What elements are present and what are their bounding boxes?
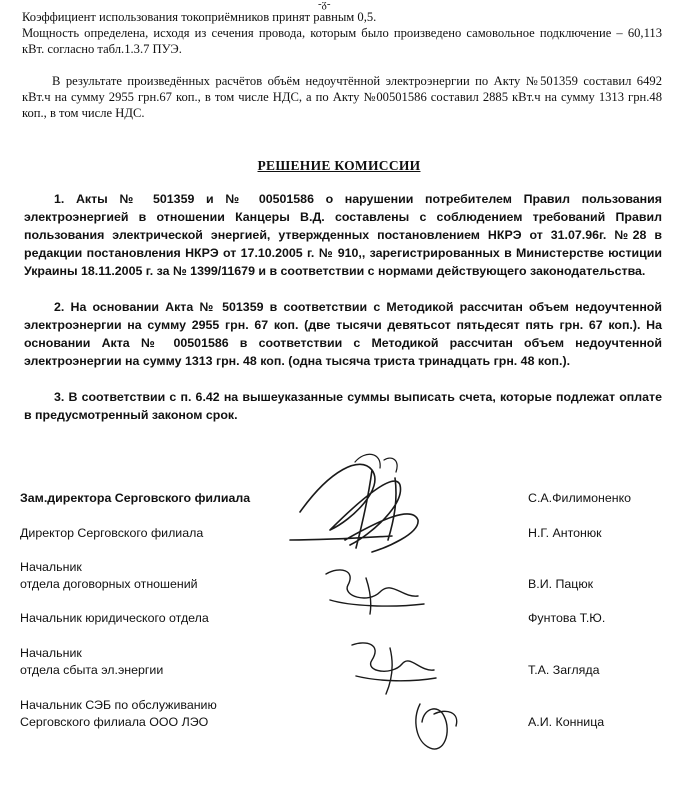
signatory-row bbox=[20, 610, 670, 630]
signatory-name: Т.А. Загляда bbox=[528, 663, 600, 677]
signatory-title-line1: Начальник bbox=[20, 560, 82, 574]
signatory-title-line2: отдела договорных отношений bbox=[20, 577, 198, 591]
decision-item-1: 1. Акты № 501359 и № 00501586 о нарушении потребителем Правил пользования электроэнергией в отношении Канцеры В.Д. составлены с соблюдением требований Правил пользования электрической энергией, утвержденных постановлением НКРЭ от 31.07.96г. №28 в редакции постановления НКРЭ от 17.10.2005 г. № 910,, зарегистрированных в Министерстве юстиции Украины 18.11.2005 г. за № 1399/11679 и в соответствии с нормами действующего законодательства. bbox=[24, 192, 662, 278]
intro-paragraph-power: Мощность определена, исходя из сечения провода, которым было произведено самовольное подключение – 60,113 кВт. согласно табл.1.3.7 ПУЭ. bbox=[22, 26, 662, 56]
signatory-name: В.И. Пацюк bbox=[528, 577, 594, 591]
signatory-title: Директор Серговского филиала bbox=[20, 526, 204, 540]
signatory-title-line1: Начальник СЭБ по обслуживанию bbox=[20, 698, 217, 712]
signatory-row bbox=[20, 645, 670, 685]
signatory-row bbox=[20, 559, 670, 599]
signatory-name: А.И. Конница bbox=[528, 715, 605, 729]
signatory-row bbox=[20, 525, 670, 545]
signatory-name: Фунтова Т.Ю. bbox=[528, 611, 606, 625]
signatory-row bbox=[20, 490, 670, 510]
top-scan-mark: -ᵹ- bbox=[318, 0, 331, 10]
signatory-name: С.А.Филимоненко bbox=[528, 491, 632, 505]
signatory-title-line1: Начальник bbox=[20, 646, 82, 660]
intro-line-coefficient: Коэффициент использования токоприёмников принят равным 0,5. bbox=[22, 10, 377, 24]
signatory-title-line2: отдела сбыта эл.энергии bbox=[20, 663, 164, 677]
signatory-name: Н.Г. Антонюк bbox=[528, 526, 602, 540]
signatory-row bbox=[20, 697, 670, 737]
signatory-title-line2: Серговского филиала ООО ЛЭО bbox=[20, 715, 209, 729]
commission-decision-heading: РЕШЕНИЕ КОМИССИИ bbox=[257, 158, 421, 173]
intro-paragraph-calculation: В результате произведённых расчётов объём недоучтённой электроэнергии по Акту №501359 составил 6492 кВт.ч на сумму 2955 грн.67 коп., в том числе НДС, а по Акту №00501586 составил 2885 кВт.ч на сумму 1313 грн.48 коп., в том числе НДС. bbox=[22, 74, 662, 120]
signatory-title: Зам.директора Серговского филиала bbox=[20, 491, 251, 505]
signature-1-loop bbox=[355, 454, 397, 472]
decision-item-3: 3. В соответствии с п. 6.42 на вышеуказанные суммы выписать счета, которые подлежат оплате в предусмотренный законом срок. bbox=[24, 390, 662, 422]
decision-item-2: 2. На основании Акта № 501359 в соответствии с Методикой рассчитан объем недоучтенной электроэнергии на сумму 2955 грн. 67 коп. (две тысячи девятьсот пятьдесят пять грн. 67 коп.). На основании Акта № 00501586 в соответствии с Методикой рассчитан объем недоучтенной электроэнергии на сумму 1313 грн. 48 коп. (одна тысяча триста тринадцать грн. 48 коп.). bbox=[24, 300, 662, 368]
signatory-title: Начальник юридического отдела bbox=[20, 611, 209, 625]
